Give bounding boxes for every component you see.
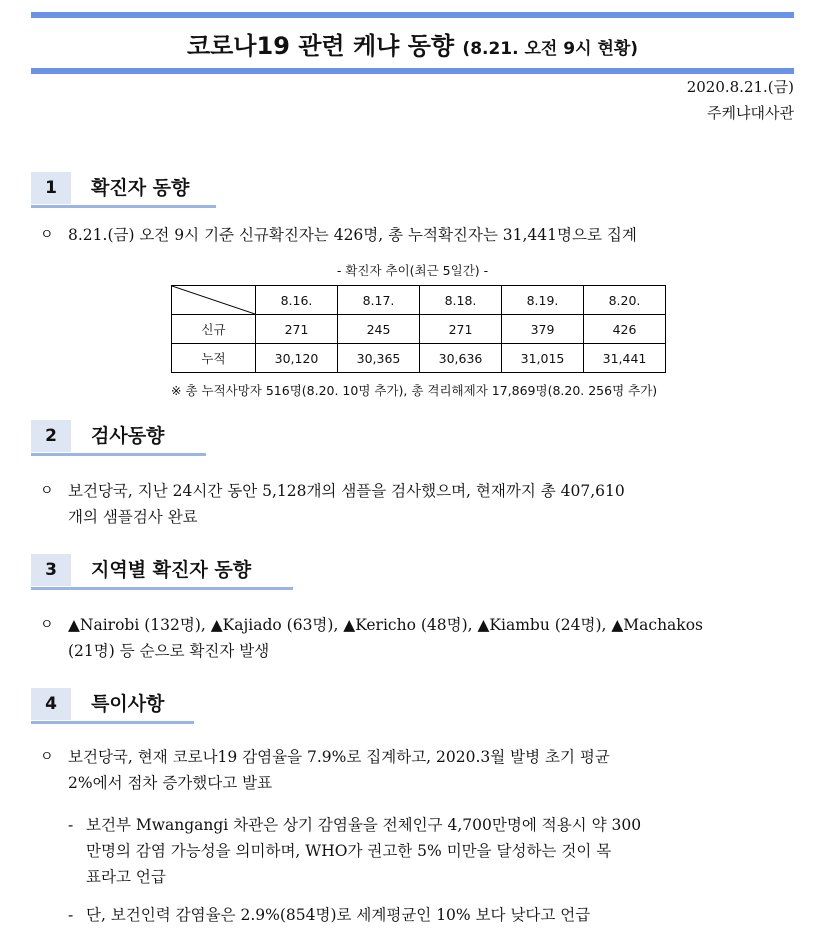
date-cell: 8.20.	[584, 286, 666, 315]
s3-line-1: ▲Nairobi (132명), ▲Kajiado (63명), ▲Kericho (48명), ▲Kiambu (24명), ▲Machakos	[68, 616, 703, 634]
s4-line-1: 보건당국, 현재 코로나19 감염율을 7.9%로 집계하고, 2020.3월 발병 초기 평균	[68, 748, 610, 766]
s4-line-2: 2%에서 점차 증가했다고 발표	[68, 774, 273, 792]
section-1-header	[31, 172, 216, 208]
title-top-bar	[31, 12, 794, 18]
document-date: 2020.8.21.(금)	[686, 78, 794, 96]
value-cell: 30,636	[420, 344, 502, 373]
section-underline	[31, 587, 293, 590]
s1-text: 8.21.(금) 오전 9시 기준 신규확진자는 426명, 총 누적확진자는 31,441명으로 집계	[68, 226, 637, 244]
date-cell: 8.16.	[256, 286, 338, 315]
document-org: 주케냐대사관	[707, 104, 794, 122]
section-underline	[31, 721, 194, 724]
value-cell: 245	[338, 315, 420, 344]
value-cell: 379	[502, 315, 584, 344]
section-number: 2	[31, 420, 71, 452]
row-label: 신규	[172, 315, 256, 344]
date-cell: 8.17.	[338, 286, 420, 315]
sub-item-line: 보건부 Mwangangi 차관은 상기 감염율을 전체인구 4,700만명에 적용시 약 300	[86, 816, 642, 834]
value-cell: 271	[420, 315, 502, 344]
section-2-header	[31, 420, 206, 456]
value-cell: 30,120	[256, 344, 338, 373]
row-label: 누적	[172, 344, 256, 373]
section-underline	[31, 453, 206, 456]
section-number: 1	[31, 172, 71, 204]
value-cell: 30,365	[338, 344, 420, 373]
section-label: 확진자 동향	[91, 177, 190, 199]
section-number: 4	[31, 688, 71, 720]
s2-line-2: 개의 샘플검사 완료	[68, 508, 198, 526]
table-caption: - 확진자 추이(최근 5일간) -	[336, 263, 489, 278]
dash-marker: -	[68, 906, 74, 924]
table-row	[172, 344, 666, 373]
bullet: ㅇ	[40, 749, 54, 765]
corner-diagonal	[172, 286, 255, 314]
value-cell: 271	[256, 315, 338, 344]
title-main: 코로나19 관련 케냐 동향	[186, 32, 455, 60]
section-4-header	[31, 688, 194, 724]
date-cell: 8.18.	[420, 286, 502, 315]
value-cell: 31,015	[502, 344, 584, 373]
sub-item-line: 표라고 언급	[86, 868, 166, 886]
value-cell: 426	[584, 315, 666, 344]
sub-item-line: 만명의 감염 가능성을 의미하며, WHO가 권고한 5% 미만을 달성하는 것이 목	[86, 842, 612, 860]
bullet: ㅇ	[40, 617, 54, 633]
title-bottom-bar	[31, 68, 794, 74]
sub-item-line: 단, 보건인력 감염율은 2.9%(854명)로 세계평균인 10% 보다 낮다고 언급	[86, 906, 591, 924]
title-sub: (8.21. 오전 9시 현황)	[462, 39, 639, 59]
bullet: ㅇ	[40, 227, 54, 243]
page-title	[31, 26, 794, 61]
bullet: ㅇ	[40, 483, 54, 499]
table-note: ※ 총 누적사망자 516명(8.20. 10명 추가), 총 격리해제자 17,869명(8.20. 256명 추가)	[171, 383, 658, 398]
table-corner-cell	[172, 286, 256, 315]
section-label: 특이사항	[91, 693, 165, 715]
table-row	[172, 315, 666, 344]
section-label: 지역별 확진자 동향	[91, 559, 252, 581]
date-cell: 8.19.	[502, 286, 584, 315]
table-header-row	[172, 286, 666, 315]
section-number: 3	[31, 554, 71, 586]
section-label: 검사동향	[91, 425, 165, 447]
value-cell: 31,441	[584, 344, 666, 373]
s3-line-2: (21명) 등 순으로 확진자 발생	[68, 642, 270, 660]
section-underline	[31, 205, 216, 208]
dash-marker: -	[68, 816, 74, 834]
section-3-header	[31, 554, 293, 590]
s2-line-1: 보건당국, 지난 24시간 동안 5,128개의 샘플을 검사했으며, 현재까지 총 407,610	[68, 482, 625, 500]
case-trend-table	[171, 285, 666, 373]
